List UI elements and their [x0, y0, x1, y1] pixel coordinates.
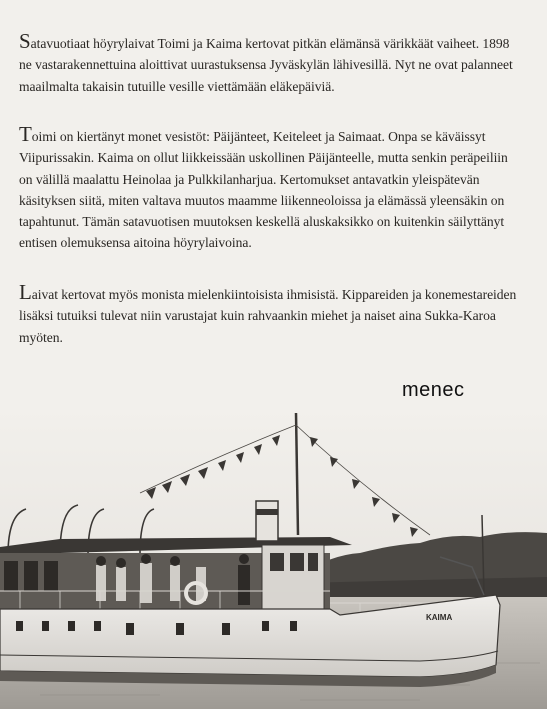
- paragraph-text: aivat kertovat myös monista mielenkiintoisista ihmisistä. Kippareiden ja konemestareiden lisäksi tutuiksi tulevat niin varustajat kuin rahvaankin miehet ja naiset aina Sukka-Karoa myöten.: [19, 287, 517, 345]
- paragraph-intro: [19, 29, 524, 97]
- drop-cap: T: [19, 122, 32, 146]
- drop-cap: L: [19, 280, 32, 304]
- paragraph-text: oimi on kiertänyt monet vesistöt: Päijänteet, Keiteleet ja Saimaat. Onpa se käväissyt Viipurissakin. Kaima on ollut liikkeissään uskollinen Päijänteelle, mutta senkin peräpeiliin on välillä maalattu Heinolaa ja Pulkkilanharjua. Kertomukset antavatkin yleispätevän käsityksen siitä, miten valtava muutos maamme liikenneoloissa ja elämässä yleensäkin on tapahtunut. Tämän satavuotisen muutoksen keskellä aluskaksikko on kuitenkin säilyttänyt entisen olemuksensa aitoina höyrylaivoina.: [19, 129, 508, 251]
- paragraph-history: [19, 122, 524, 254]
- signature: menec: [402, 379, 465, 401]
- drop-cap: S: [19, 29, 31, 53]
- paragraph-people: [19, 280, 524, 348]
- boat-name: KAIMA: [426, 613, 453, 622]
- steamboat-photo: [0, 405, 547, 709]
- paragraph-text: atavuotiaat höyrylaivat Toimi ja Kaima kertovat pitkän elämänsä värikkäät vaiheet. 1898 ne vastarakennettuina aloittivat uurastuksensa Jyväskylän lähivesillä. Nyt ne ovat palanneet maailmalta takaisin tutuille vesille viettämään eläkepäiviä.: [19, 36, 513, 94]
